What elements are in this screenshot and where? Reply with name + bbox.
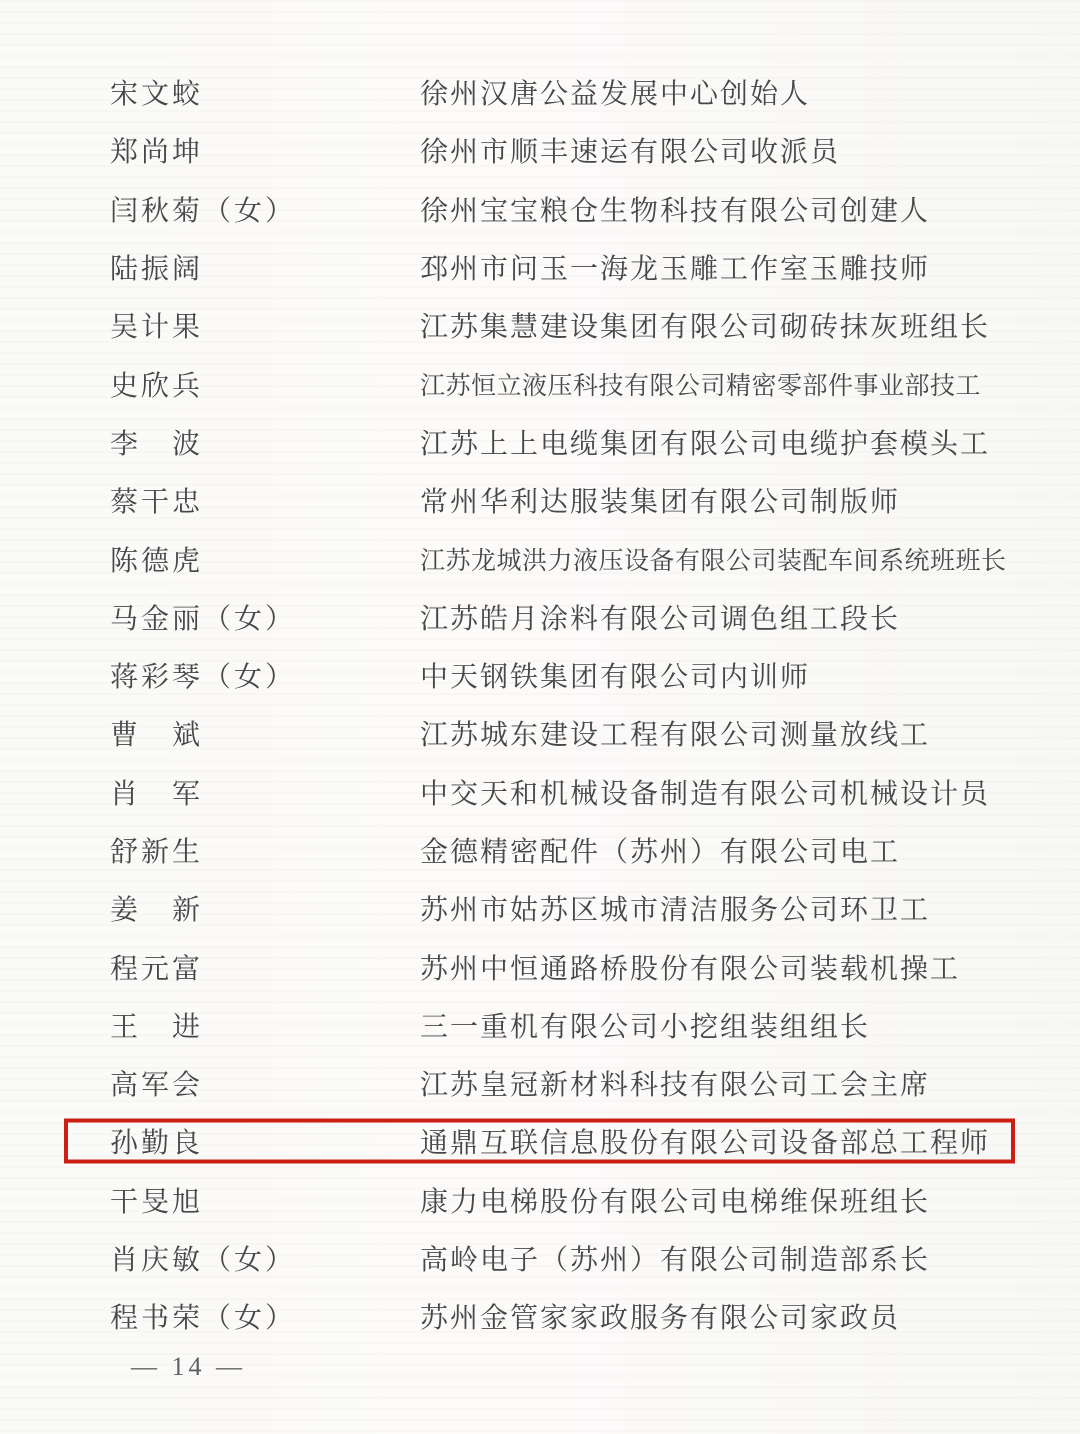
award-list [0, 63, 1080, 1346]
person-name: 宋文蛟 [110, 79, 204, 111]
person-name: 陈德虎 [110, 545, 204, 577]
list-row [0, 1054, 1080, 1112]
list-row [0, 704, 1080, 762]
person-title: 三一重机有限公司小挖组装组组长 [420, 1011, 871, 1043]
person-title: 苏州市姑苏区城市清洁服务公司环卫工 [420, 895, 931, 927]
person-name: 程元富 [110, 953, 204, 985]
list-row [0, 121, 1080, 179]
person-name: 干旻旭 [110, 1186, 204, 1218]
person-name: 王 进 [110, 1011, 204, 1043]
person-name: 蒋彩琴（女） [110, 662, 297, 694]
person-name: 高军会 [110, 1070, 204, 1102]
person-title: 通鼎互联信息股份有限公司设备部总工程师 [420, 1128, 991, 1160]
page-number: — 14 — [131, 1352, 246, 1381]
person-name: 孙勤良 [110, 1128, 204, 1160]
person-name: 姜 新 [110, 895, 204, 927]
person-title: 江苏恒立液压科技有限公司精密零部件事业部技工 [420, 372, 982, 400]
list-row [0, 588, 1080, 646]
person-name: 陆振阔 [110, 254, 204, 286]
person-name: 闫秋菊（女） [110, 195, 297, 227]
list-row [0, 180, 1080, 238]
list-row [0, 1112, 1080, 1170]
person-title: 苏州中恒通路桥股份有限公司装载机操工 [420, 953, 961, 985]
list-row [0, 296, 1080, 354]
person-name: 李 波 [110, 428, 204, 460]
person-title: 徐州汉唐公益发展中心创始人 [420, 79, 811, 111]
person-name: 蔡干忠 [110, 487, 204, 519]
person-title: 徐州宝宝粮仓生物科技有限公司创建人 [420, 195, 931, 227]
person-name: 曹 斌 [110, 720, 204, 752]
person-title: 徐州市顺丰速运有限公司收派员 [420, 137, 841, 169]
person-title: 苏州金管家家政服务有限公司家政员 [420, 1303, 901, 1335]
person-title: 高岭电子（苏州）有限公司制造部系长 [420, 1245, 931, 1277]
person-name: 史欣兵 [110, 370, 204, 402]
person-name: 舒新生 [110, 837, 204, 868]
list-row [0, 937, 1080, 995]
person-title: 邳州市问玉一海龙玉雕工作室玉雕技师 [420, 254, 931, 286]
person-title: 中交天和机械设备制造有限公司机械设计员 [420, 778, 991, 810]
list-row [0, 238, 1080, 296]
person-title: 金德精密配件（苏州）有限公司电工 [420, 837, 901, 868]
list-row [0, 354, 1080, 412]
person-name: 马金丽（女） [110, 603, 297, 635]
person-title: 江苏皇冠新材料科技有限公司工会主席 [420, 1070, 931, 1102]
list-row [0, 821, 1080, 879]
person-title: 常州华利达服装集团有限公司制版师 [420, 487, 901, 519]
list-row [0, 413, 1080, 471]
person-name: 吴计果 [110, 312, 204, 344]
person-name: 肖庆敏（女） [110, 1245, 297, 1277]
list-row [0, 879, 1080, 937]
list-row [0, 763, 1080, 821]
person-title: 中天钢铁集团有限公司内训师 [420, 662, 811, 694]
person-title: 江苏城东建设工程有限公司测量放线工 [420, 720, 931, 752]
list-row [0, 529, 1080, 587]
person-name: 肖 军 [110, 778, 204, 810]
list-row [0, 63, 1080, 121]
person-title: 江苏集慧建设集团有限公司砌砖抹灰班组长 [420, 312, 991, 344]
person-title: 康力电梯股份有限公司电梯维保班组长 [420, 1186, 931, 1218]
list-row [0, 471, 1080, 529]
person-title: 江苏龙城洪力液压设备有限公司装配车间系统班班长 [420, 547, 1007, 575]
list-row [0, 1287, 1080, 1345]
person-name: 程书荣（女） [110, 1303, 297, 1335]
list-row [0, 996, 1080, 1054]
list-row [0, 1229, 1080, 1287]
list-row [0, 1171, 1080, 1229]
person-title: 江苏皓月涂料有限公司调色组工段长 [420, 603, 901, 635]
list-row [0, 646, 1080, 704]
person-title: 江苏上上电缆集团有限公司电缆护套模头工 [420, 428, 991, 460]
person-name: 郑尚坤 [110, 137, 204, 169]
